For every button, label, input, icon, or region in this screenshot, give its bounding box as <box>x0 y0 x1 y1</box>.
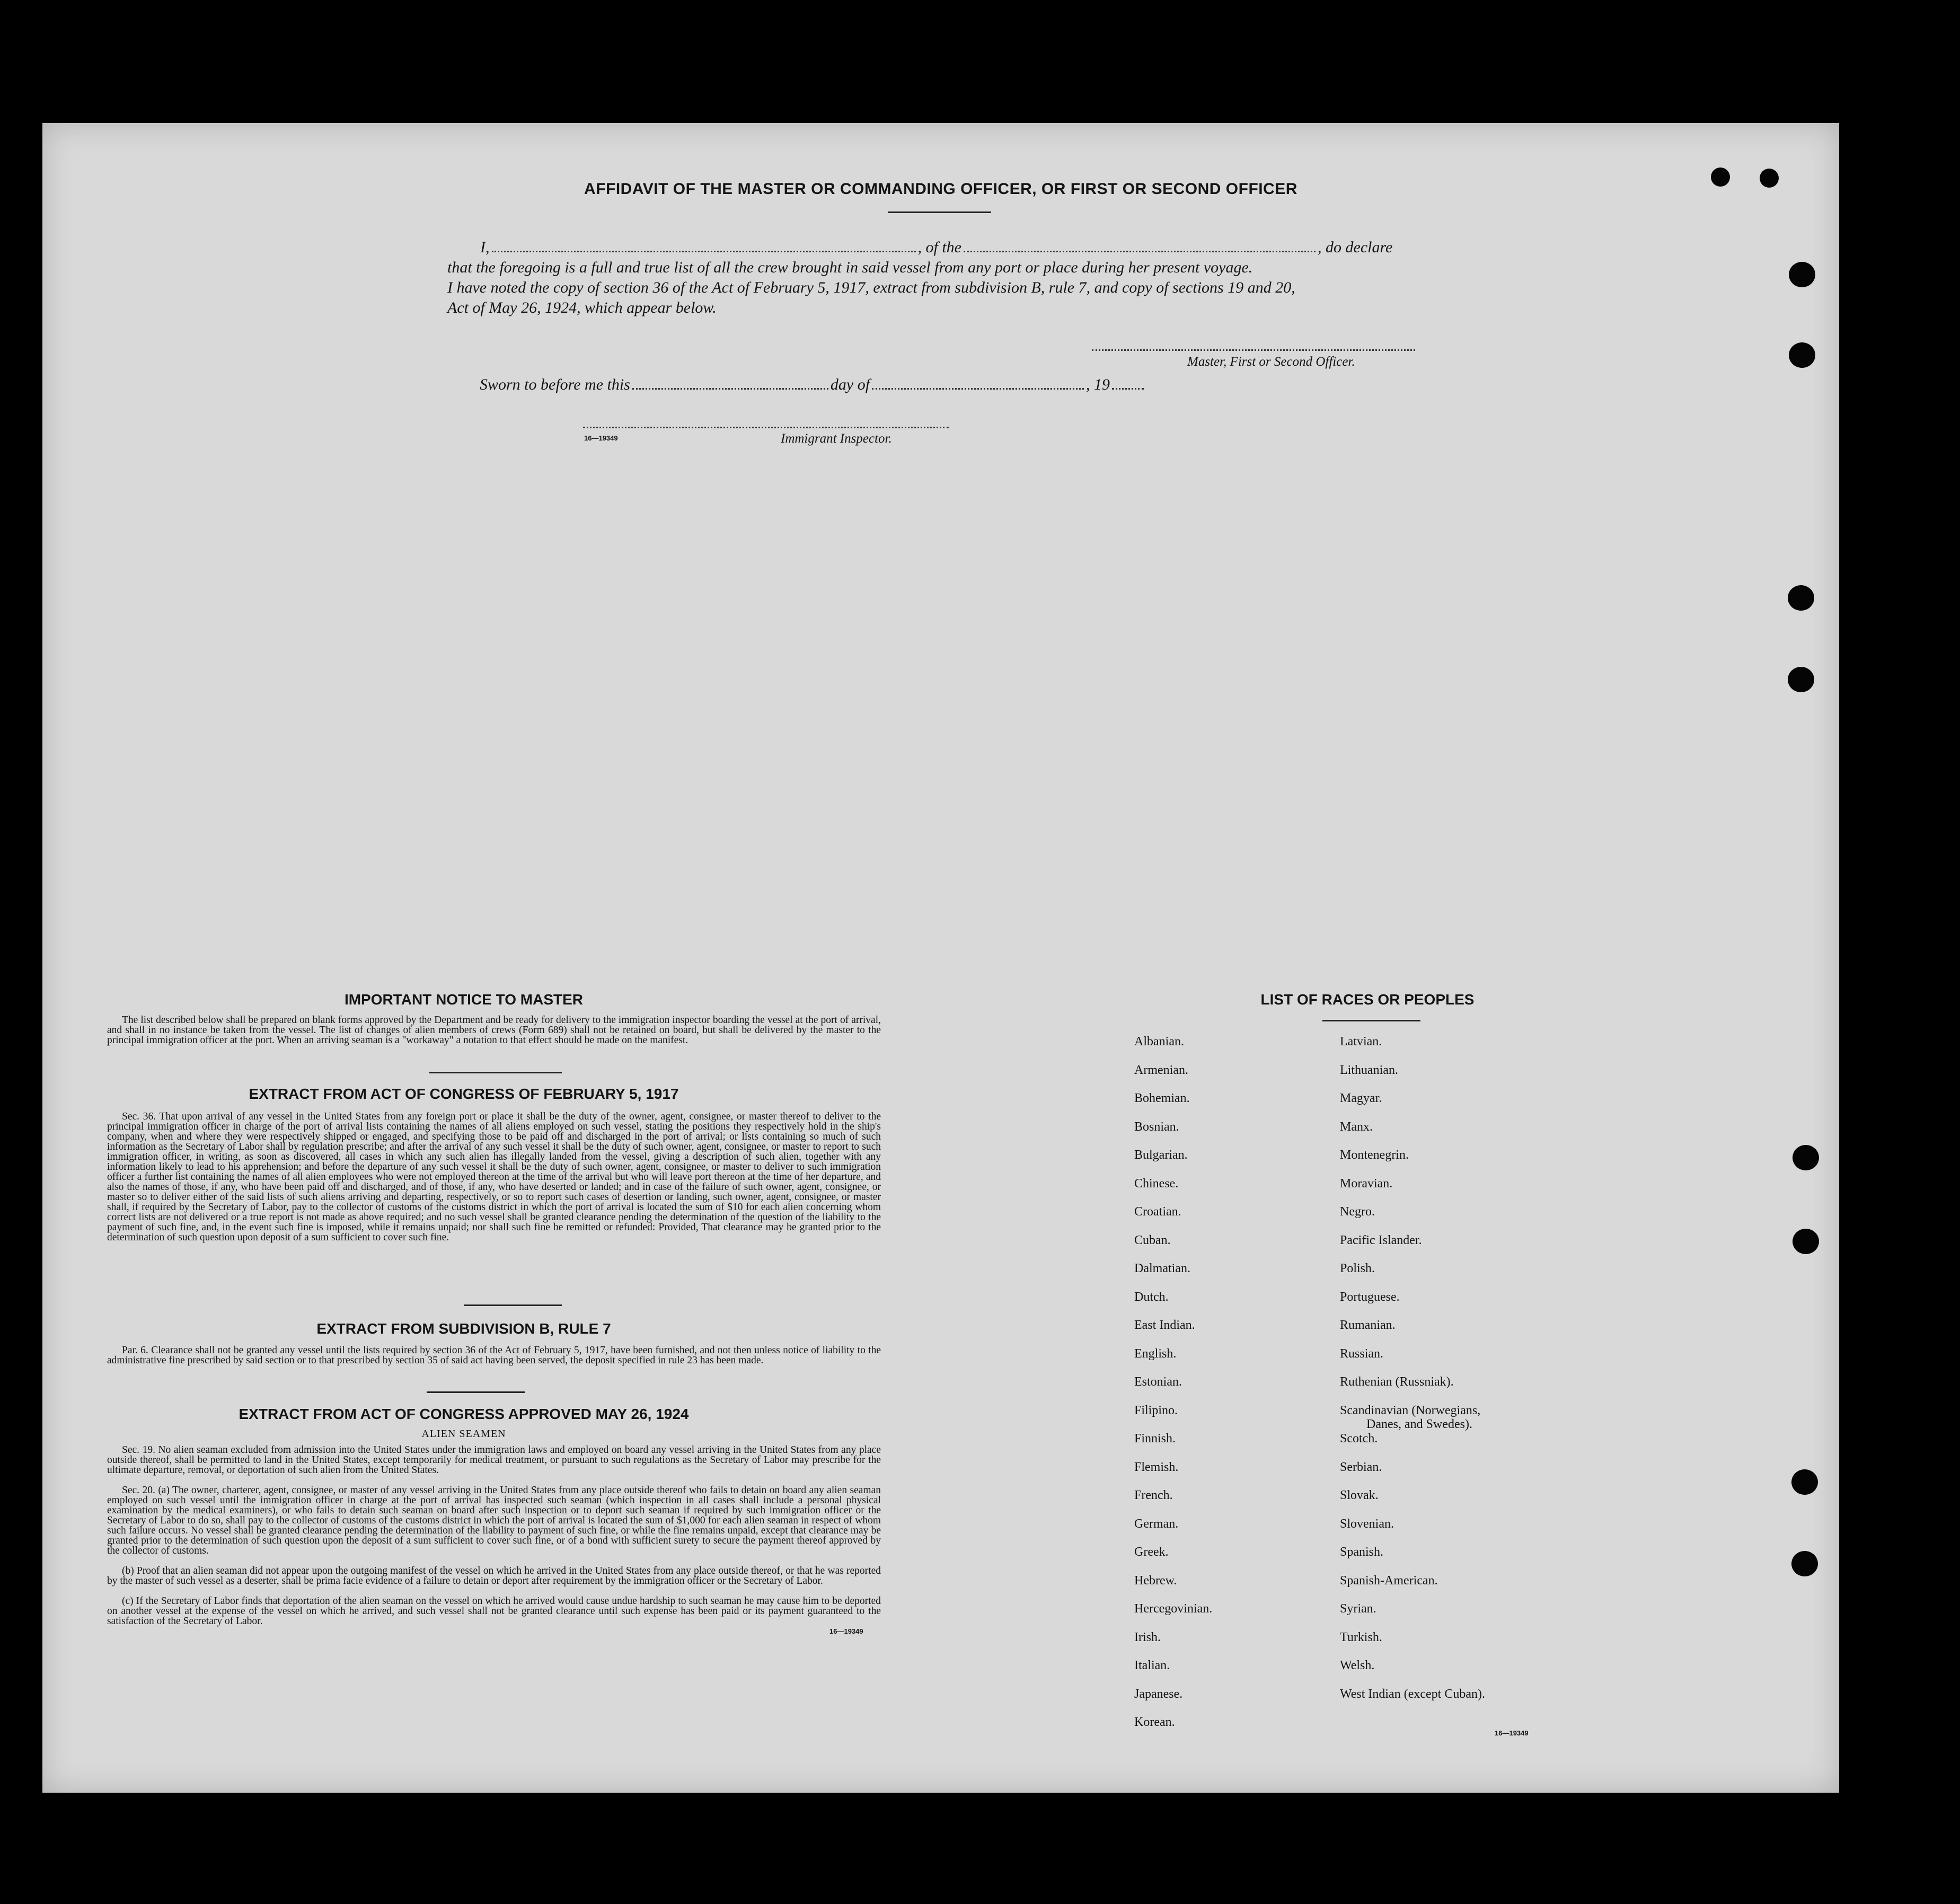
race-item: Korean. <box>1134 1715 1175 1729</box>
race-item: Bosnian. <box>1134 1120 1179 1134</box>
affidavit-do-declare: , do declare <box>1318 239 1393 256</box>
race-item: Albanian. <box>1134 1035 1184 1048</box>
races-right-column <box>1340 1035 1485 1715</box>
divider <box>464 1304 562 1306</box>
race-item: Finnish. <box>1134 1432 1176 1445</box>
day-blank <box>632 387 828 390</box>
race-item: Ruthenian (Russniak). <box>1340 1375 1454 1389</box>
sworn-start: Sworn to before me this <box>480 376 630 393</box>
binder-hole <box>1760 169 1779 188</box>
race-item: Polish. <box>1340 1262 1375 1275</box>
extract-1917-text: Sec. 36. That upon arrival of any vessel in the United States from any foreign port or place it shall be the duty of the owner, agent, consignee, or master thereof to deliver to the principal immigration officer in charge of the port of arrival lists containing the names of all aliens employed on such vessel, stating the positions they respectively hold in the ship's company, when and where they were respectively shipped or engaged, and specifying those to be paid off and discharged in the port of arrival; or lists containing so much of such information as the Secretary of Labor shall by regulation prescribe; and after the arrival of any such vessel it shall be the duty of such owner, agent, consignee, or master to report to such immigration officer, in writing, as soon as discovered, all cases in which any such alien has illegally landed from the vessel, giving a description of such alien, together with any information likely to lead to his apprehension; and before the departure of any such vessel it shall be the duty of such owner, agent, consignee, or master to deliver to such immigration officer a further list containing the names of all alien employees who were not employed thereon at the time of the arrival but who will leave port thereon at the time of her departure, and also the names of those, if any, who have been paid off and discharged, and of those, if any, who have deserted or landed; and in case of the failure of such owner, agent, consignee, or master so to deliver either of the said lists of such aliens arriving and departing, respectively, or so to report such cases of desertion or landing, such owner, agent, consignee, or master shall, if required by the Secretary of Labor, pay to the collector of customs of the customs district in which the port of arrival is located the sum of $10 for each alien concerning whom correct lists are not delivered or a true report is not made as above required; and no such vessel shall be granted clearance pending the determination of the question of the liability to the payment of such fine, and, in the event such fine is imposed, while it remains unpaid; nor shall such fine be remitted or refunded: Provided, That clearance may be granted prior to the determination of such question upon deposit of a sum sufficient to cover such fine. <box>107 1111 881 1243</box>
race-item: Syrian. <box>1340 1602 1376 1616</box>
inspector-signature-line <box>583 427 949 428</box>
sec20c-text: (c) If the Secretary of Labor finds that deportation of the alien seaman on the vessel on which he arrived would cause undue hardship to such seaman he may cause him to be deported on another vessel at the expense of the vessel on which he arrived, and such vessel shall not be granted clearance until such expense has been paid or its payment guaranteed to the satisfaction of the Secretary of Labor. <box>107 1596 881 1627</box>
divider <box>1322 1020 1420 1021</box>
race-item-continued: Danes, and Swedes). <box>1366 1417 1472 1431</box>
race-item: Spanish. <box>1340 1545 1384 1559</box>
race-item: East Indian. <box>1134 1318 1195 1332</box>
race-item: Slovenian. <box>1340 1517 1394 1531</box>
race-item: West Indian (except Cuban). <box>1340 1687 1485 1701</box>
race-item: Magyar. <box>1340 1091 1382 1105</box>
binder-hole <box>1789 262 1815 287</box>
vessel-blank <box>964 250 1316 252</box>
race-item: Scandinavian (Norwegians, <box>1340 1403 1481 1417</box>
race-item: Estonian. <box>1134 1375 1182 1389</box>
affidavit-line-2: that the foregoing is a full and true list of all the crew brought in said vessel from any port or place during her present voyage. <box>447 259 1253 276</box>
affidavit-title: AFFIDAVIT OF THE MASTER OR COMMANDING OFFICER, OR FIRST OR SECOND OFFICER <box>584 180 1297 198</box>
extract-1917-title: EXTRACT FROM ACT OF CONGRESS OF FEBRUARY 5, 1917 <box>249 1086 679 1102</box>
notice-text: The list described below shall be prepared on blank forms approved by the Department and be ready for delivery to the immigration inspector boarding the vessel at the port of arrival, and shall in no instance be taken from the vessel. The list of changes of alien members of crews (Form 689) shall not be retained on board, but shall be delivered by the master to the principal immigration officer at the port. When an arriving seaman is a "workaway" a notation to that effect should be made on the manifest. <box>107 1015 881 1046</box>
race-item: Greek. <box>1134 1545 1169 1559</box>
rule7-title: EXTRACT FROM SUBDIVISION B, RULE 7 <box>316 1320 611 1337</box>
races-title: LIST OF RACES OR PEOPLES <box>1260 991 1475 1008</box>
master-signature-line <box>1092 349 1415 351</box>
year-blank <box>1112 387 1144 390</box>
form-number: 16—19349 <box>584 434 618 442</box>
binder-hole <box>1791 1551 1818 1576</box>
form-number: 16—19349 <box>829 1627 863 1635</box>
race-item: Bulgarian. <box>1134 1148 1188 1162</box>
inspector-caption: Immigrant Inspector. <box>781 431 892 446</box>
race-item: Turkish. <box>1340 1630 1382 1644</box>
binder-hole <box>1791 1469 1818 1495</box>
affidavit-line-1 <box>480 239 1392 257</box>
race-item: Moravian. <box>1340 1176 1393 1191</box>
race-item: Slovak. <box>1340 1488 1379 1502</box>
affidavit-of-the: , of the <box>917 239 961 256</box>
race-item: French. <box>1134 1488 1173 1502</box>
race-item: Latvian. <box>1340 1035 1382 1048</box>
race-item: Hercegovinian. <box>1134 1602 1213 1616</box>
binder-hole <box>1793 1145 1819 1170</box>
sworn-year: , 19 <box>1086 376 1110 393</box>
race-item: Armenian. <box>1134 1063 1188 1077</box>
sec20b-text: (b) Proof that an alien seaman did not appear upon the outgoing manifest of the vessel on which he arrived in the United States from any place outside thereof, or that he was reported by the master of such vessel as a deserter, shall be prima facie evidence of a failure to detain or deport after requirement by the immigration officer or the Secretary of Labor. <box>107 1565 881 1586</box>
race-item: Flemish. <box>1134 1460 1179 1474</box>
race-item: Montenegrin. <box>1340 1148 1409 1162</box>
affidavit-line-4: Act of May 26, 1924, which appear below. <box>447 299 717 316</box>
race-item: Chinese. <box>1134 1176 1179 1191</box>
name-blank <box>492 250 916 252</box>
race-item: Cuban. <box>1134 1233 1171 1247</box>
race-item: Dutch. <box>1134 1290 1169 1304</box>
race-item: Croatian. <box>1134 1205 1181 1219</box>
races-left-column <box>1134 1035 1212 1744</box>
divider <box>427 1391 525 1393</box>
race-item: Portuguese. <box>1340 1290 1400 1304</box>
form-number: 16—19349 <box>1495 1729 1529 1737</box>
extract-1924-title: EXTRACT FROM ACT OF CONGRESS APPROVED MAY 26, 1924 <box>239 1406 689 1422</box>
race-item: Spanish-American. <box>1340 1573 1438 1588</box>
divider <box>429 1072 562 1073</box>
affidavit-line-3: I have noted the copy of section 36 of the Act of February 5, 1917, extract from subdivision B, rule 7, and copy of sections 19 and 20, <box>447 279 1295 296</box>
race-item: Italian. <box>1134 1659 1170 1672</box>
notice-title: IMPORTANT NOTICE TO MASTER <box>344 991 584 1008</box>
race-item-scandinavian <box>1340 1404 1485 1432</box>
sec19-text: Sec. 19. No alien seaman excluded from admission into the United States under the immigration laws and employed on board any vessel arriving in the United States from any place outside thereof, shall be permitted to land in the United States, except temporarily for medical treatment, or pursuant to such regulations as the Secretary of Labor may prescribe for the ultimate departure, removal, or deportation of such alien from the United States. <box>107 1444 881 1476</box>
sworn-day: day of <box>830 376 870 393</box>
sworn-line <box>480 376 1146 394</box>
race-item: Negro. <box>1340 1205 1375 1219</box>
race-item: Filipino. <box>1134 1403 1178 1417</box>
race-item: Welsh. <box>1340 1659 1375 1672</box>
race-item: Russian. <box>1340 1346 1384 1361</box>
sec20a-text: Sec. 20. (a) The owner, charterer, agent, consignee, or master of any vessel arriving in the United States from any place outside thereof who fails to detain on board any alien seaman employed on such vessel until the immigration officer in charge at the port of arrival has inspected such seaman (which inspection in all cases shall include a personal physical examination by the medical examiners), or who fails to detain such seaman on board after such inspection or to deport such seaman if required by such immigration officer or the Secretary of Labor to do so, shall pay to the collector of customs of the customs district in which the port of arrival is located the sum of $1,000 for each alien seaman in respect of whom such failure occurs. No vessel shall be granted clearance pending the determination of the liability to payment of such fine, or while the fine remains unpaid, except that clearance may be granted prior to the determination of such question upon the deposit of a sum sufficient to cover such fine, or of a bond with sufficient surety to secure the payment thereof approved by the collector of customs. <box>107 1485 881 1556</box>
race-item: Dalmatian. <box>1134 1262 1190 1275</box>
divider <box>888 211 991 213</box>
binder-hole <box>1788 667 1814 692</box>
race-item: Scotch. <box>1340 1432 1378 1445</box>
race-item: Rumanian. <box>1340 1318 1396 1332</box>
race-item: Hebrew. <box>1134 1573 1177 1588</box>
binder-hole <box>1793 1229 1819 1254</box>
document-page <box>42 123 1839 1793</box>
binder-hole <box>1788 585 1814 611</box>
race-item: Serbian. <box>1340 1460 1382 1474</box>
month-blank <box>872 387 1084 390</box>
race-item: Manx. <box>1340 1120 1373 1134</box>
race-item: Bohemian. <box>1134 1091 1190 1105</box>
race-item: Japanese. <box>1134 1687 1183 1701</box>
rule7-text: Par. 6. Clearance shall not be granted any vessel until the lists required by section 36 of the Act of February 5, 1917, have been furnished, and not then unless notice of liability to the administrative fine prescribed by said section or to that prescribed by section 35 of said act having been served, the deposit specified in rule 23 has been made. <box>107 1345 881 1366</box>
race-item: German. <box>1134 1517 1179 1531</box>
alien-seamen-subtitle: ALIEN SEAMEN <box>421 1428 506 1440</box>
affidavit-i: I, <box>480 239 490 256</box>
race-item: Irish. <box>1134 1630 1161 1644</box>
race-item: Lithuanian. <box>1340 1063 1398 1077</box>
race-item: Pacific Islander. <box>1340 1233 1422 1247</box>
binder-hole <box>1789 342 1815 368</box>
binder-hole <box>1711 168 1730 187</box>
master-caption: Master, First or Second Officer. <box>1187 355 1355 369</box>
race-item: English. <box>1134 1346 1177 1361</box>
